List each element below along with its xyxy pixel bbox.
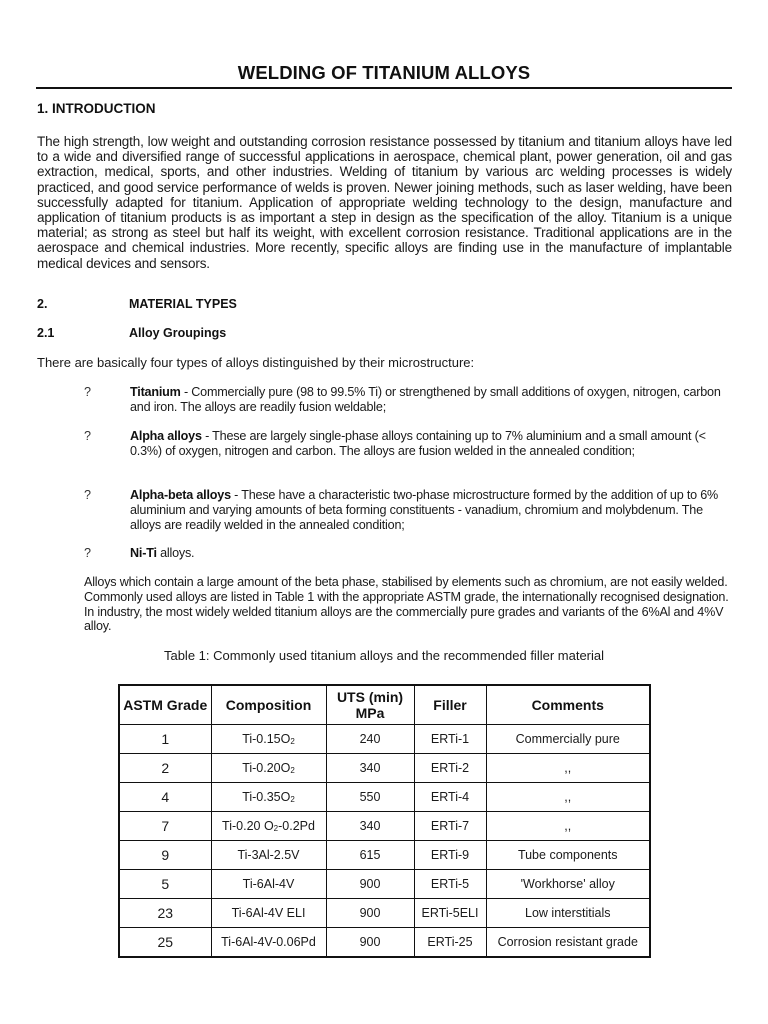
composition-text: Ti-0.20O (242, 761, 291, 775)
bullet-marker: ? (84, 488, 91, 502)
composition-text: Ti-3Al-2.5V (237, 848, 300, 862)
cell-comments: Corrosion resistant grade (486, 928, 650, 958)
column-header-composition: Composition (211, 685, 326, 725)
bullet-marker: ? (84, 429, 91, 443)
uts-header-line2: MPa (355, 705, 385, 721)
list-item-description: alloys. (156, 546, 195, 560)
column-header-astm-grade: ASTM Grade (119, 685, 211, 725)
cell-filler: ERTi-9 (414, 841, 486, 870)
cell-comments: ,, (486, 754, 650, 783)
list-item-term: Alpha alloys (130, 429, 202, 443)
composition-text: Ti-6Al-4V-0.06Pd (221, 935, 316, 949)
cell-astm-grade: 4 (119, 783, 211, 812)
list-item-description: - These are largely single-phase alloys containing up to 7% aluminium and a small amount (< 0.3%) of oxygen, nitrogen and carbon. The alloys are fusion welded in the annealed condition; (130, 429, 706, 458)
cell-composition (211, 754, 326, 783)
composition-text: Ti-0.15O (242, 732, 291, 746)
alloys-table (118, 684, 651, 958)
subsection-title: Alloy Groupings (129, 326, 227, 340)
cell-composition (211, 812, 326, 841)
table-row (119, 812, 650, 841)
list-item-term: Ni-Ti (130, 546, 157, 560)
list-item-term: Titanium (130, 385, 181, 399)
cell-astm-grade: 23 (119, 899, 211, 928)
cell-comments: Low interstitials (486, 899, 650, 928)
cell-filler: ERTi-1 (414, 725, 486, 754)
composition-text: Ti-0.35O (242, 790, 291, 804)
cell-comments: Tube components (486, 841, 650, 870)
list-item-text (130, 546, 730, 561)
section-heading-material-types (37, 297, 237, 311)
table-caption-text: Table 1: Commonly used titanium alloys and the recommended filler material (163, 648, 605, 663)
alloy-groupings-lead: There are basically four types of alloys distinguished by their microstructure: (37, 355, 475, 370)
composition-suffix: -0.2Pd (278, 819, 315, 833)
composition-subscript: 2 (290, 795, 295, 804)
cell-filler: ERTi-5 (414, 870, 486, 899)
table-header-row (119, 685, 650, 725)
column-header-filler: Filler (414, 685, 486, 725)
list-item-description: - Commercially pure (98 to 99.5% Ti) or strengthened by small additions of oxygen, nitrogen, carbon and iron. The alloys are readily fusion weldable; (130, 385, 721, 414)
cell-composition (211, 841, 326, 870)
section-number: 2. (37, 297, 48, 311)
table-row (119, 928, 650, 958)
table-row (119, 754, 650, 783)
cell-astm-grade: 5 (119, 870, 211, 899)
cell-composition (211, 870, 326, 899)
cell-comments: ,, (486, 783, 650, 812)
table-row (119, 841, 650, 870)
cell-composition (211, 899, 326, 928)
cell-uts: 900 (326, 928, 414, 958)
uts-header-line1: UTS (min) (336, 689, 404, 705)
cell-uts: 615 (326, 841, 414, 870)
composition-text: Ti-6Al-4V (242, 877, 295, 891)
cell-comments: 'Workhorse' alloy (486, 870, 650, 899)
composition-subscript: 2 (290, 766, 295, 775)
composition-subscript: 2 (290, 737, 295, 746)
cell-astm-grade: 2 (119, 754, 211, 783)
cell-composition (211, 928, 326, 958)
composition-text: Ti-6Al-4V ELI (231, 906, 306, 920)
cell-comments: ,, (486, 812, 650, 841)
list-item-text (130, 488, 730, 532)
list-item-term: Alpha-beta alloys (130, 488, 231, 502)
subsection-heading-alloy-groupings (37, 326, 226, 340)
cell-filler: ERTi-4 (414, 783, 486, 812)
cell-uts: 900 (326, 870, 414, 899)
introduction-paragraph: The high strength, low weight and outstanding corrosion resistance possessed by titanium and titanium alloys have led to a wide and diversified range of successful applications in aerospace, chemical plant, power generation, oil and gas extraction, medical, sports, and other industries. Welding of titanium by various arc welding processes is widely practiced, and good service performance of welds is proven. Newer joining methods, such as laser welding, have been successfully adapted for titanium. Application of appropriate welding technology to the design, manufacture and application of titanium products is as important a step in design as the specification of the alloy. Titanium is a unique material; as strong as steel but half its weight, with excellent corrosion resistance. Traditional applications are in the aerospace and chemical industries. More recently, specific alloys are finding use in the manufacture of implantable medical devices and sensors. (37, 134, 732, 271)
table-caption (0, 648, 768, 663)
list-item-text (130, 385, 730, 415)
composition-text: Ti-0.20 O (222, 819, 274, 833)
bullet-marker: ? (84, 385, 91, 399)
column-header-comments: Comments (486, 685, 650, 725)
cell-uts: 240 (326, 725, 414, 754)
column-header-uts (326, 685, 414, 725)
composition-subscript: 2 (273, 824, 279, 833)
subsection-number: 2.1 (37, 326, 55, 340)
cell-uts: 340 (326, 812, 414, 841)
cell-composition (211, 783, 326, 812)
cell-astm-grade: 25 (119, 928, 211, 958)
alloy-groupings-closing-paragraph: Alloys which contain a large amount of the beta phase, stabilised by elements such as chromium, are not easily welded. Commonly used alloys are listed in Table 1 with the appropriate ASTM grade, the internationally recognised designation. In industry, the most widely welded titanium alloys are the commercially pure grades and variants of the 6%Al and 4%V alloy. (84, 575, 729, 634)
cell-filler: ERTi-5ELI (414, 899, 486, 928)
table-row (119, 870, 650, 899)
table-row (119, 899, 650, 928)
cell-composition (211, 725, 326, 754)
document-title: WELDING OF TITANIUM ALLOYS (237, 62, 531, 83)
cell-astm-grade: 9 (119, 841, 211, 870)
cell-filler: ERTi-7 (414, 812, 486, 841)
section-heading-introduction: 1. INTRODUCTION (37, 101, 156, 116)
cell-astm-grade: 7 (119, 812, 211, 841)
cell-uts: 900 (326, 899, 414, 928)
section-title: MATERIAL TYPES (129, 297, 237, 311)
table-row (119, 783, 650, 812)
list-item-text (130, 429, 730, 459)
table-row (119, 725, 650, 754)
title-divider (36, 87, 732, 89)
cell-uts: 340 (326, 754, 414, 783)
bullet-marker: ? (84, 546, 91, 560)
cell-filler: ERTi-25 (414, 928, 486, 958)
list-item-description: - These have a characteristic two-phase microstructure formed by the addition of up to 6% aluminium and varying amounts of beta forming constituents - vanadium, chromium and molybdenum. The alloys are readily welded in the annealed condition; (130, 488, 719, 532)
cell-comments: Commercially pure (486, 725, 650, 754)
cell-filler: ERTi-2 (414, 754, 486, 783)
cell-uts: 550 (326, 783, 414, 812)
cell-astm-grade: 1 (119, 725, 211, 754)
